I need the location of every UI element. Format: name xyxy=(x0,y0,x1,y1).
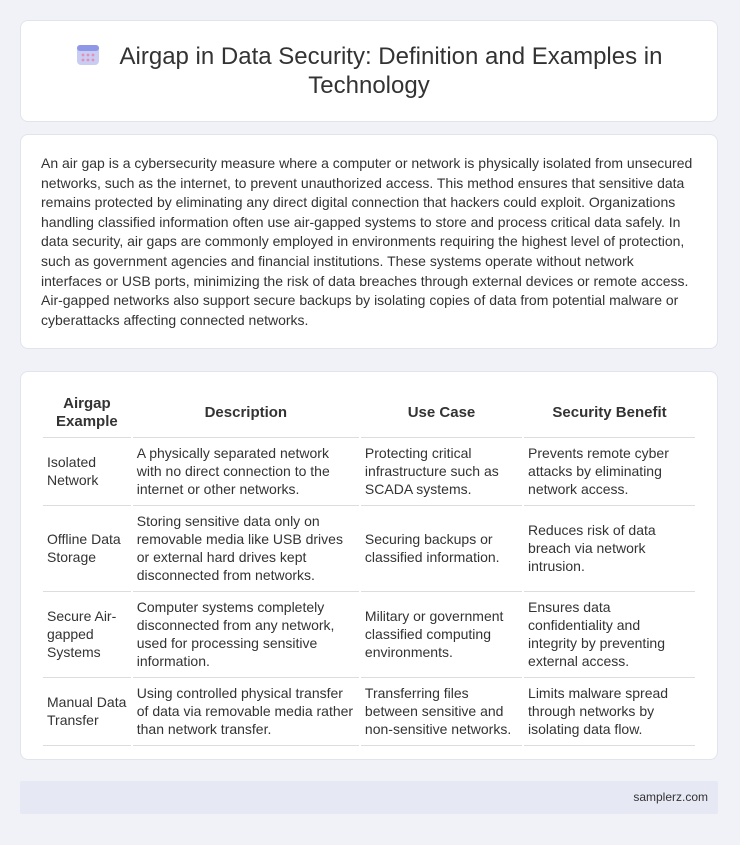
table-cell: Prevents remote cyber attacks by eliminating network access. xyxy=(524,438,695,506)
column-header: Use Case xyxy=(361,389,522,438)
table-cell: Military or government classified computing environments. xyxy=(361,592,522,678)
table-row xyxy=(43,438,695,506)
table-row xyxy=(43,678,695,746)
table-card xyxy=(20,371,718,760)
table-cell: Ensures data confidentiality and integrity by preventing external access. xyxy=(524,592,695,678)
column-header: Airgap Example xyxy=(43,389,131,438)
table-row xyxy=(43,592,695,678)
calendar-icon xyxy=(76,43,100,67)
page-title: Airgap in Data Security: Definition and Examples in Technology xyxy=(119,43,663,99)
table-cell: Computer systems completely disconnected from any network, used for processing sensitive information. xyxy=(133,592,359,678)
page-title-wrap xyxy=(21,42,717,100)
table-cell: Limits malware spread through networks by isolating data flow. xyxy=(524,678,695,746)
table-cell: Using controlled physical transfer of data via removable media rather than network transfer. xyxy=(133,678,359,746)
table-row xyxy=(43,506,695,592)
table-cell: Securing backups or classified information. xyxy=(361,506,522,592)
table-cell: Storing sensitive data only on removable media like USB drives or external hard drives kept disconnected from networks. xyxy=(133,506,359,592)
examples-table xyxy=(41,389,697,746)
table-cell: Secure Air-gapped Systems xyxy=(43,592,131,678)
table-header-row xyxy=(43,389,695,438)
table-cell: Transferring files between sensitive and non-sensitive networks. xyxy=(361,678,522,746)
table-cell: Reduces risk of data breach via network intrusion. xyxy=(524,506,695,592)
footer-site-link[interactable]: samplerz.com xyxy=(633,790,708,804)
table-cell: A physically separated network with no direct connection to the internet or other networks. xyxy=(133,438,359,506)
column-header: Security Benefit xyxy=(524,389,695,438)
table-cell: Offline Data Storage xyxy=(43,506,131,592)
table-cell: Isolated Network xyxy=(43,438,131,506)
title-card xyxy=(20,20,718,122)
column-header: Description xyxy=(133,389,359,438)
table-cell: Manual Data Transfer xyxy=(43,678,131,746)
intro-card xyxy=(20,134,718,349)
intro-text: An air gap is a cybersecurity measure where a computer or network is physically isolated from unsecured networks, such as the internet, to prevent unauthorized access. This method ensures that sensitive data remains protected by eliminating any direct digital connection that hackers could exploit. Organizations handling classified information often use air-gapped systems to store and process critical data safely. In data security, air gaps are commonly employed in environments requiring the highest level of protection, such as government agencies and financial institutions. These systems operate without network interfaces or USB ports, minimizing the risk of data breaches through external devices or remote access. Air-gapped networks also support secure backups by isolating copies of data from potential malware or cyberattacks affecting connected networks. xyxy=(41,155,693,328)
table-cell: Protecting critical infrastructure such as SCADA systems. xyxy=(361,438,522,506)
footer xyxy=(20,781,718,814)
